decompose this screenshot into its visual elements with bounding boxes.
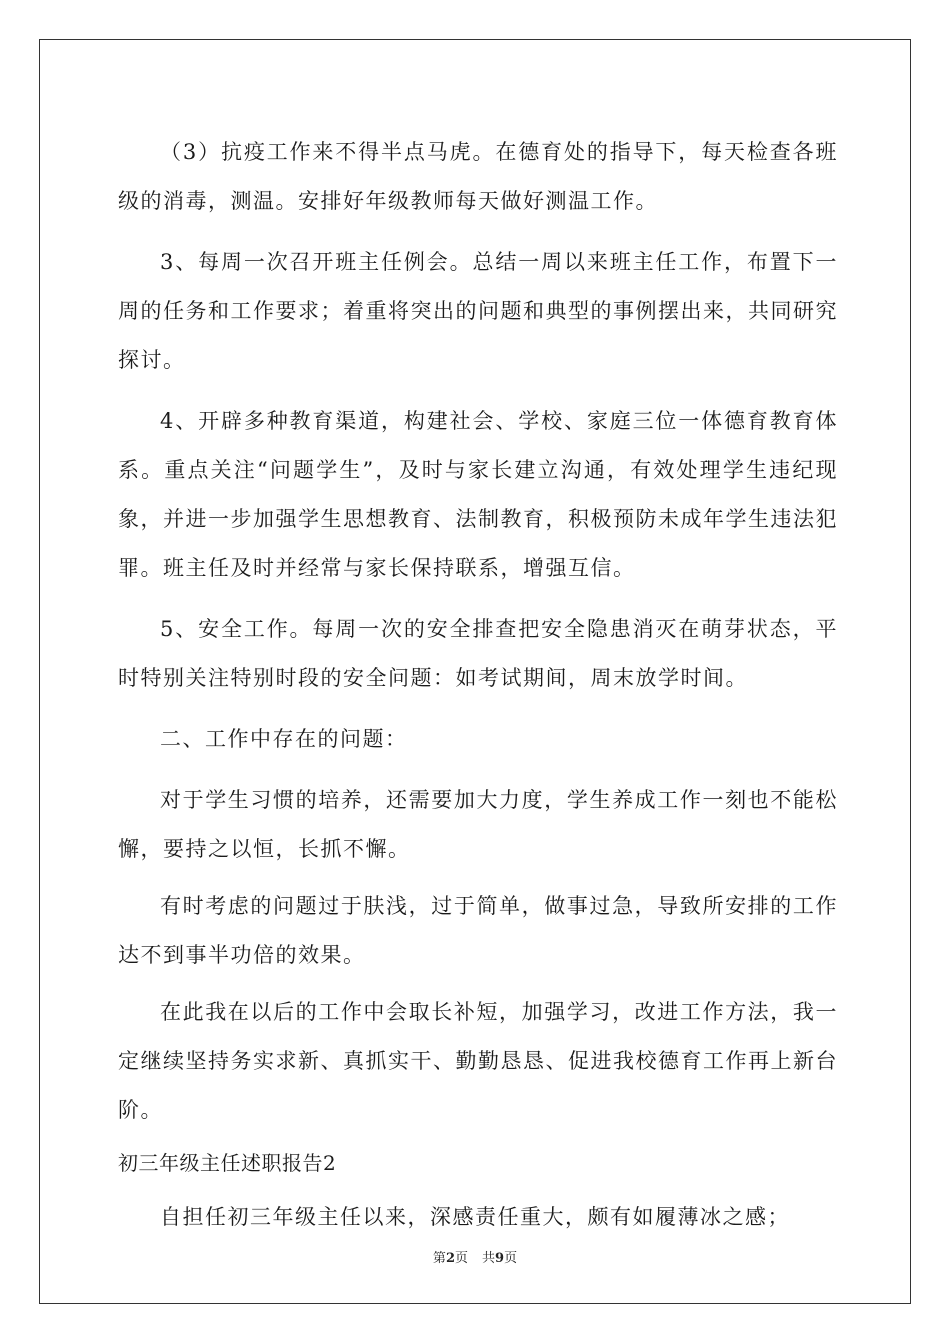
paragraph-6: 对于学生习惯的培养，还需要加大力度，学生养成工作一刻也不能松懈，要持之以恒，长抓不懈。 xyxy=(118,788,838,861)
paragraph-2: 3、每周一次召开班主任例会。总结一周以来班主任工作，布置下一周的任务和工作要求；着重将突出的问题和典型的事例摆出来，共同研究探讨。 xyxy=(118,250,838,372)
page-number: 2 xyxy=(445,1251,455,1266)
document-body xyxy=(118,128,838,1254)
total-prefix: 共 xyxy=(482,1251,496,1266)
paragraph-5: 二、工作中存在的问题： xyxy=(160,727,408,751)
paragraph-7: 有时考虑的问题过于肤浅，过于简单，做事过急，导致所安排的工作达不到事半功倍的效果。 xyxy=(118,894,838,967)
page-prefix: 第 xyxy=(432,1251,446,1266)
paragraph-1: （3）抗疫工作来不得半点马虎。在德育处的指导下，每天检查各班级的消毒，测温。安排好年级教师每天做好测温工作。 xyxy=(118,140,838,213)
page-footer xyxy=(0,1247,950,1266)
paragraph-4: 5、安全工作。每周一次的安全排查把安全隐患消灭在萌芽状态，平时特别关注特别时段的安全问题：如考试期间，周末放学时间。 xyxy=(118,617,838,690)
total-suffix: 页 xyxy=(504,1251,518,1266)
paragraph-8: 在此我在以后的工作中会取长补短，加强学习，改进工作方法，我一定继续坚持务实求新、真抓实干、勤勤恳恳、促进我校德育工作再上新台阶。 xyxy=(118,1000,838,1122)
total-pages: 9 xyxy=(495,1251,505,1266)
paragraph-3: 4、开辟多种教育渠道，构建社会、学校、家庭三位一体德育教育体系。重点关注“问题学生”，及时与家长建立沟通，有效处理学生违纪现象，并进一步加强学生思想教育、法制教育，积极预防未成年学生违法犯罪。班主任及时并经常与家长保持联系，增强互信。 xyxy=(118,409,838,580)
page-suffix: 页 xyxy=(454,1251,468,1266)
final-paragraph: 自担任初三年级主任以来，深感责任重大，颇有如履薄冰之感； xyxy=(160,1205,790,1229)
section-heading: 初三年级主任述职报告2 xyxy=(118,1151,337,1175)
